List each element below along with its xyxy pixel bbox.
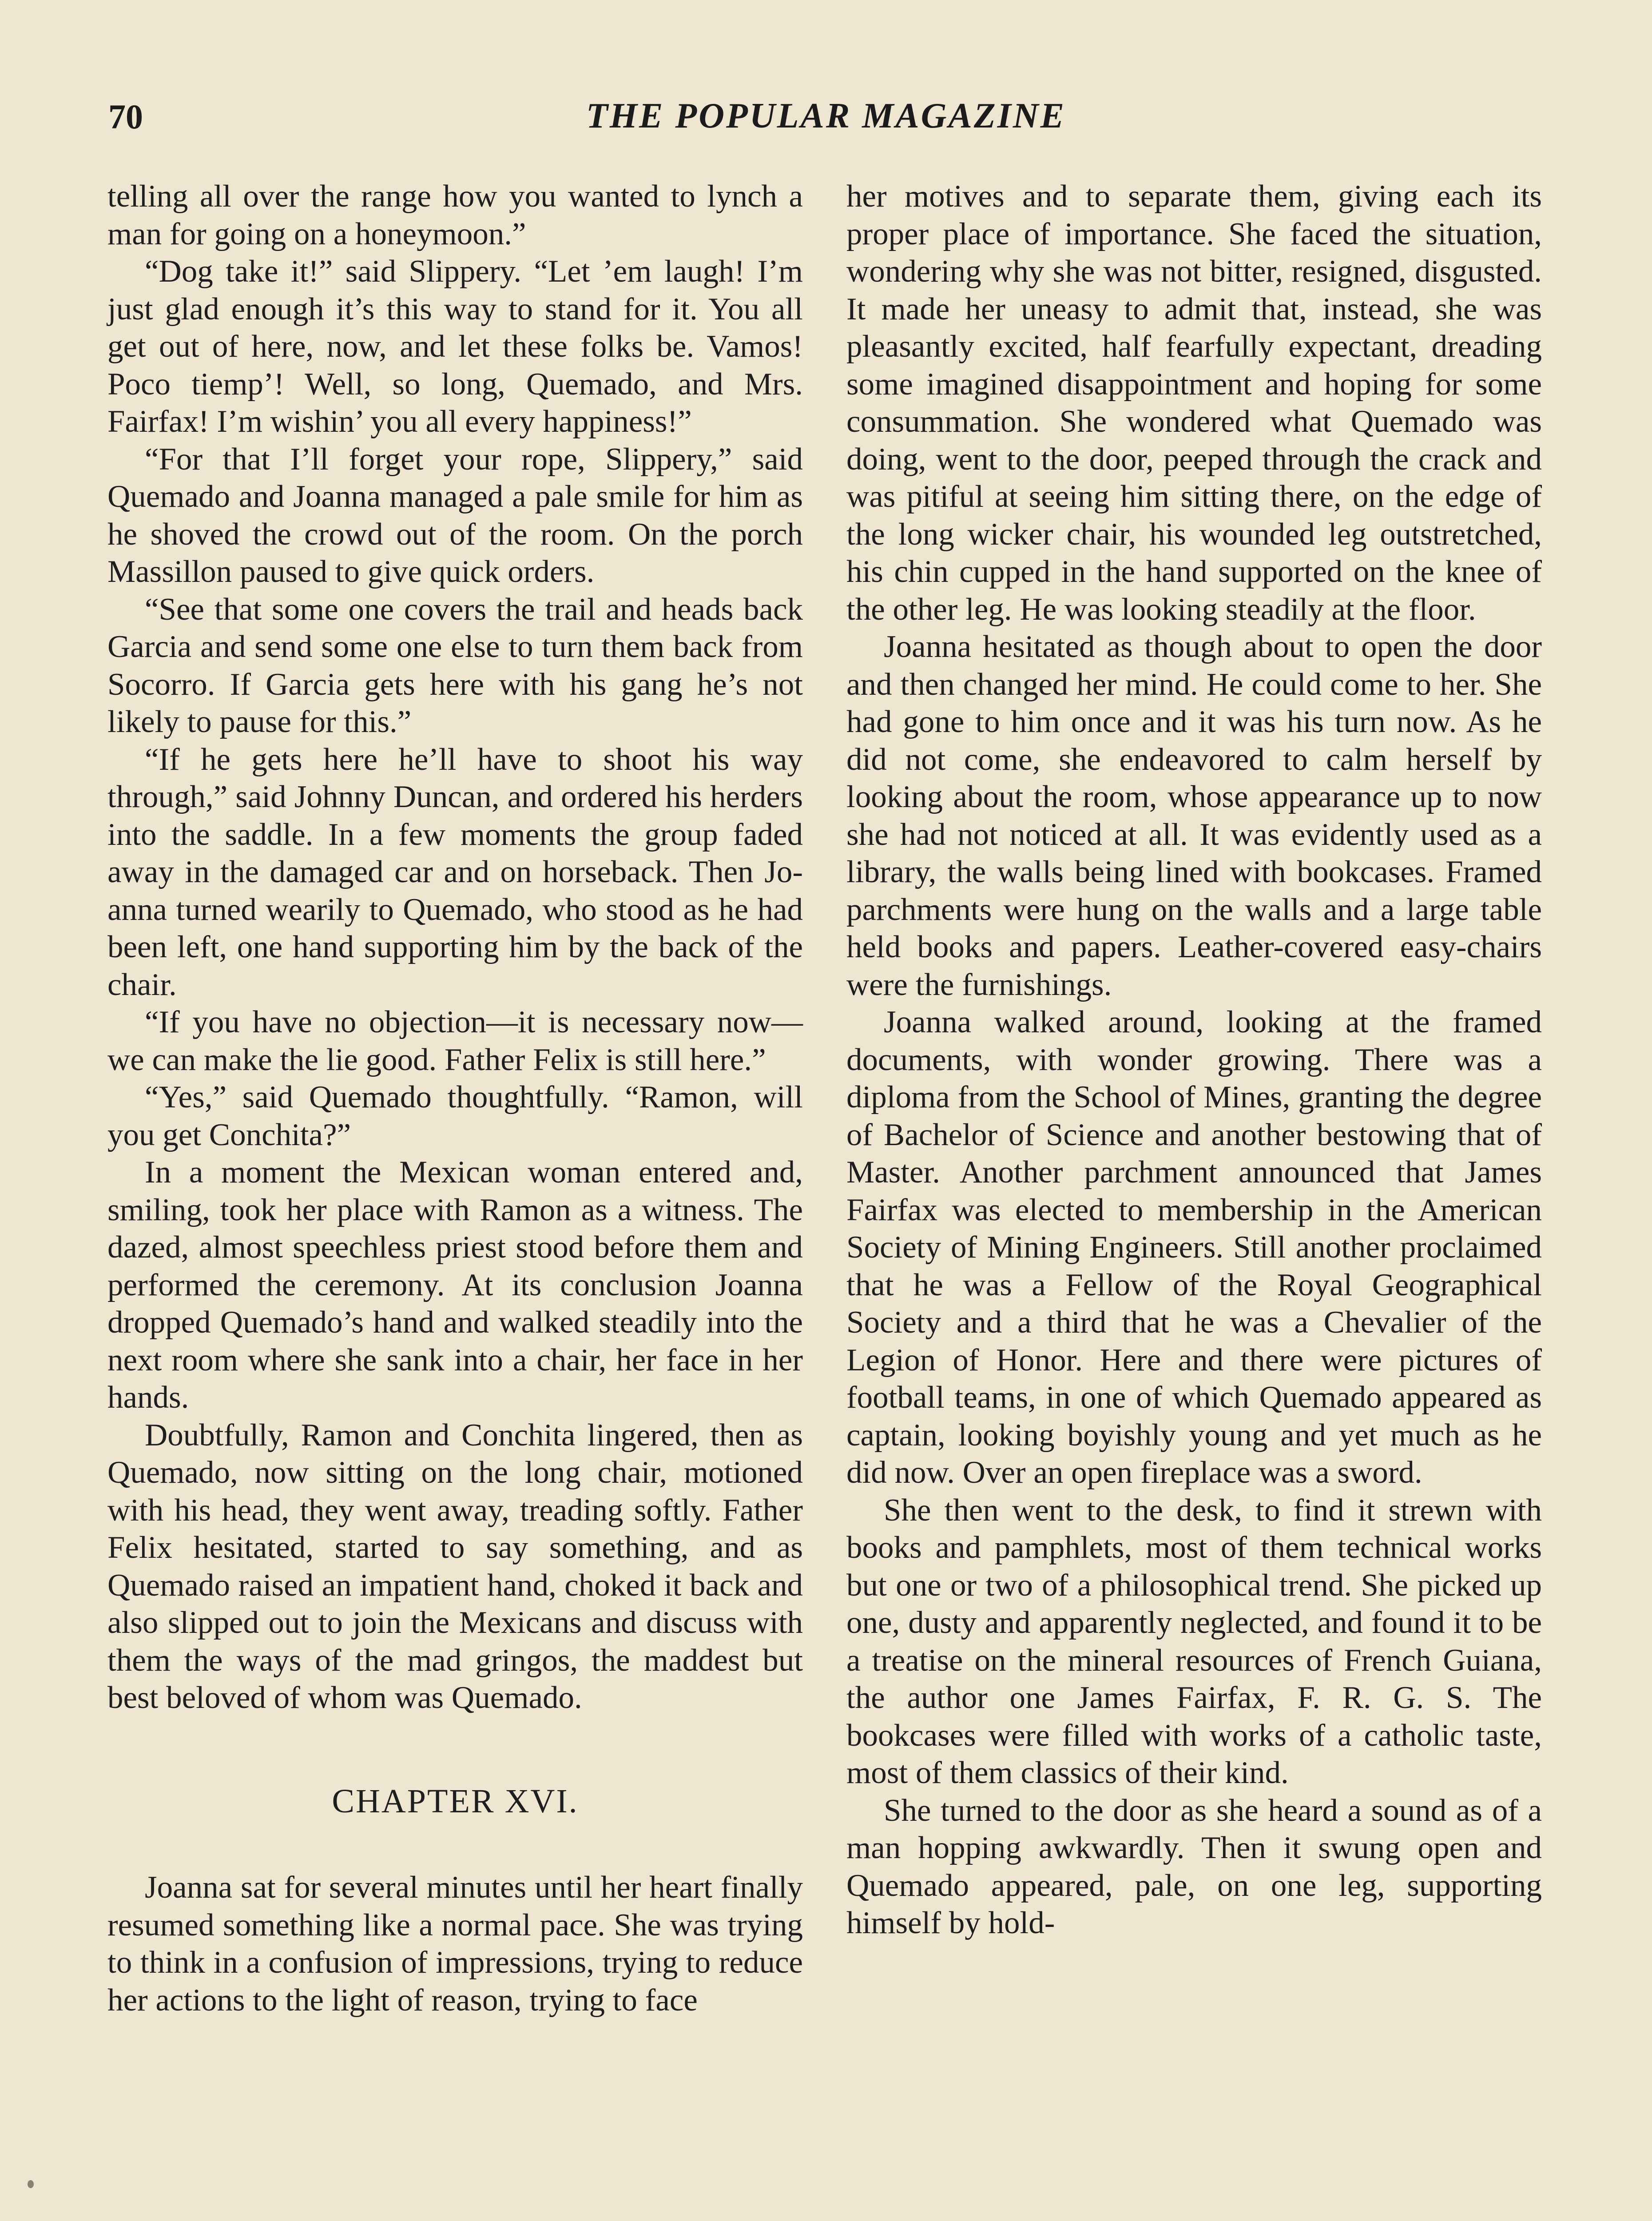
- paragraph: her motives and to separate them, giving each its proper place of importance. She faced the situation, wondering why she was not bitter, resigned, disgusted. It made her uneasy to admit that, instead, she was pleasantly excited, half fearfully expectant, dreading some imagined disappointment and hoping for some consummation. She wondered what Quemado was doing, went to the door, peeped through the crack and was pitiful at seeing him sitting there, on the edge of the long wicker chair, his wounded leg outstretched, his chin cupped in the hand supported on the knee of the other leg. He was looking steadily at the floor.: [846, 179, 1542, 627]
- running-title: THE POPULAR MAGAZINE: [586, 96, 1066, 135]
- paragraph: Joanna walked around, looking at the framed documents, with wonder growing. There was a diploma from the School of Mines, granting the degree of Bachelor of Science and another bestowing that of Master. Another parchment announced that James Fairfax was elected to membership in the American Society of Mining Engineers. Still another proclaimed that he was a Fellow of the Royal Geographical Society and a third that he was a Chevalier of the Legion of Honor. Here and there were pictures of football teams, in one of which Quemado appeared as captain, looking boyishly young and yet much as he did now. Over an open fireplace was a sword.: [846, 1005, 1542, 1490]
- chapter-heading: CHAPTER XVI.: [332, 1782, 579, 1820]
- paragraph: “Yes,” said Quemado thoughtfully. “Ramon, will you get Conchita?”: [107, 1080, 803, 1152]
- paragraph: Joanna sat for several minutes until her heart finally resumed something like a normal pace. She was trying to think in a confusion of impressions, trying to reduce her actions to the light of reason, trying to face: [107, 1870, 803, 2018]
- paragraph: “Dog take it!” said Slippery. “Let ’em laugh! I’m just glad enough it’s this way to stand for it. You all get out of here, now, and let these folks be. Vamos! Poco tiemp’! Well, so long, Quemado, and Mrs. Fairfax! I’m wishin’ you all every happiness!”: [107, 254, 803, 439]
- paragraph: In a moment the Mexican woman entered and, smiling, took her place with Ramon as a witness. The dazed, almost speechless priest stood before them and performed the ceremony. At its conclusion Joanna dropped Quemado’s hand and walked steadily into the next room where she sank into a chair, her face in her hands.: [107, 1155, 803, 1415]
- paragraph: Joanna hesitated as though about to open the door and then changed her mind. He could come to her. She had gone to him once and it was his turn now. As he did not come, she endeavored to calm herself by looking about the room, whose appearance up to now she had not noticed at all. It was evidently used as a library, the walls being lined with bookcases. Framed parchments were hung on the walls and a large table held books and papers. Leather-covered easy-chairs were the furnishings.: [846, 629, 1542, 1002]
- page-number: 70: [108, 97, 143, 136]
- paragraph: “If he gets here he’ll have to shoot his way through,” said Johnny Duncan, and ordered his herders into the saddle. In a few moments the group faded away in the damaged car and on horseback. Then Joanna turned wearily to Quemado, who stood as he had been left, one hand supporting him by the back of the chair.: [107, 742, 803, 1002]
- left-column: [107, 178, 803, 2019]
- paragraph: “If you have no objection—it is necessary now—we can make the lie good. Father Felix is still here.”: [107, 1005, 803, 1077]
- ink-speck: [28, 2180, 34, 2188]
- right-column: [846, 178, 1542, 1942]
- paragraph: Doubtfully, Ramon and Conchita lingered, then as Quemado, now sitting on the long chair, motioned with his head, they went away, treading softly. Father Felix hesitated, started to say something, and as Quemado raised an impatient hand, choked it back and also slipped out to join the Mexicans and discuss with them the ways of the mad gringos, the maddest but best beloved of whom was Quemado.: [107, 1417, 803, 1715]
- paragraph: “For that I’ll forget your rope, Slippery,” said Quemado and Joanna managed a pale smile for him as he shoved the crowd out of the room. On the porch Massillon paused to give quick orders.: [107, 442, 803, 589]
- paragraph: She turned to the door as she heard a sound as of a man hopping awkwardly. Then it swung open and Quemado appeared, pale, on one leg, supporting himself by hold-: [846, 1793, 1542, 1940]
- paragraph: “See that some one covers the trail and heads back Garcia and send some one else to turn them back from Socorro. If Garcia gets here with his gang he’s not likely to pause for this.”: [107, 592, 803, 739]
- paragraph: telling all over the range how you wanted to lynch a man for going on a honeymoon.”: [107, 179, 803, 251]
- paragraph: She then went to the desk, to find it strewn with books and pamphlets, most of them technical works but one or two of a philosophical trend. She picked up one, dusty and apparently neglected, and found it to be a treatise on the mineral resources of French Guiana, the author one James Fairfax, F. R. G. S. The bookcases were filled with works of a catholic taste, most of them classics of their kind.: [846, 1493, 1542, 1790]
